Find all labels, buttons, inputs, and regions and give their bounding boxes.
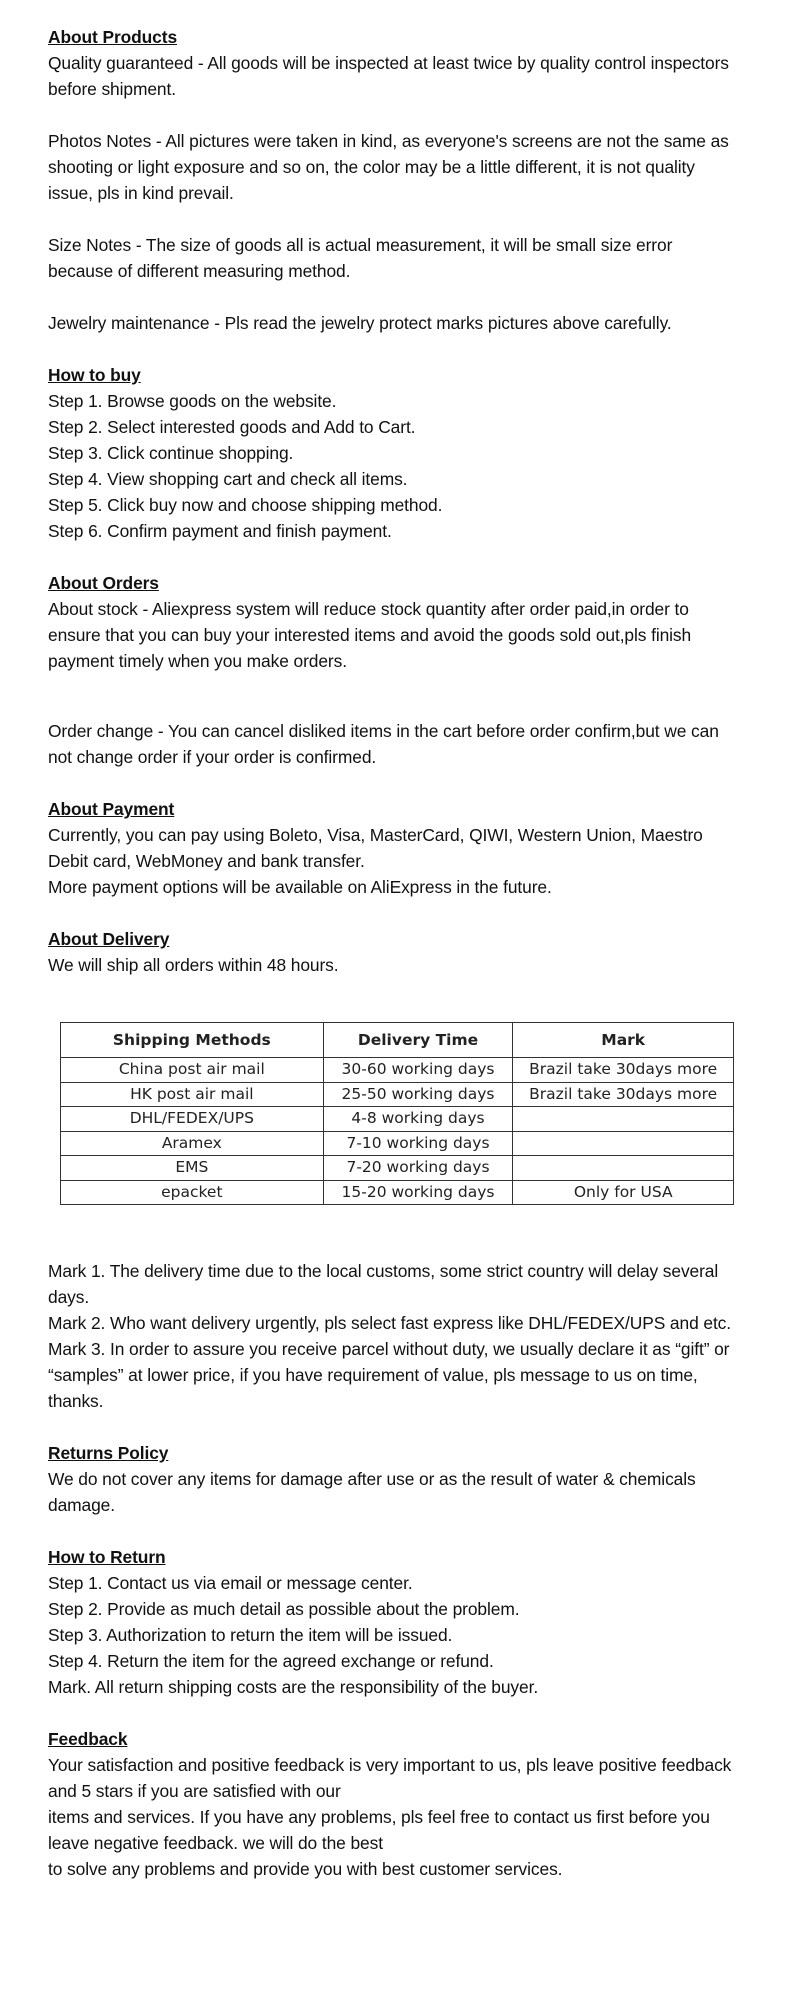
- delivery-marks: Mark 1. The delivery time due to the local customs, some strict country will delay several days. Mark 2. Who want delivery urgently, pls select fast express like DHL/FEDEX/UPS and etc. Mark 3. In order to assure you receive parcel without duty, we usually declare it as “gift” or “samples” at lower price, if you have requirement of value, pls message to us on time, thanks.: [48, 1261, 732, 1411]
- table-cell: Aramex: [61, 1131, 324, 1156]
- list-item: Step 2. Provide as much detail as possible about the problem.: [48, 1599, 520, 1619]
- table-cell: DHL/FEDEX/UPS: [61, 1107, 324, 1132]
- list-item: Step 4. Return the item for the agreed exchange or refund.: [48, 1651, 494, 1671]
- table-row: [61, 1107, 734, 1132]
- payment-note: Currently, you can pay using Boleto, Visa, MasterCard, QIWI, Western Union, Maestro Debit card, WebMoney and bank transfer. More payment options will be available on AliExpress in the future.: [48, 825, 703, 897]
- delivery-note: We will ship all orders within 48 hours.: [48, 955, 339, 975]
- table-cell: HK post air mail: [61, 1082, 324, 1107]
- column-header: Shipping Methods: [61, 1023, 324, 1058]
- photos-note: Photos Notes - All pictures were taken in kind, as everyone's screens are not the same as shooting or light exposure and so on, the color may be a little different, it is not quality issue, pls in kind prevail.: [48, 131, 729, 203]
- table-header-row: [61, 1023, 734, 1058]
- table-cell: China post air mail: [61, 1058, 324, 1083]
- how-to-return-steps: [48, 1570, 758, 1700]
- shipping-methods-table: [60, 1022, 734, 1205]
- quality-note: Quality guaranteed - All goods will be inspected at least twice by quality control inspectors before shipment.: [48, 53, 729, 99]
- table-cell: epacket: [61, 1180, 324, 1205]
- table-cell: Brazil take 30days more: [513, 1082, 734, 1107]
- list-item: Step 5. Click buy now and choose shipping method.: [48, 495, 443, 515]
- about-orders-heading: About Orders: [48, 573, 159, 593]
- feedback-text: Your satisfaction and positive feedback is very important to us, pls leave positive feedback and 5 stars if you are satisfied with our items and services. If you have any problems, pls feel free to contact us first before you leave negative feedback. we will do the best to solve any problems and provide you with best customer services.: [48, 1755, 732, 1879]
- table-row: [61, 1180, 734, 1205]
- jewelry-note: Jewelry maintenance - Pls read the jewelry protect marks pictures above carefully.: [48, 313, 672, 333]
- about-payment-heading: About Payment: [48, 799, 175, 819]
- table-cell: Brazil take 30days more: [513, 1058, 734, 1083]
- table-cell: [513, 1156, 734, 1181]
- list-item: Step 6. Confirm payment and finish payment.: [48, 521, 392, 541]
- size-note: Size Notes - The size of goods all is actual measurement, it will be small size error because of different measuring method.: [48, 235, 673, 281]
- returns-policy-heading: Returns Policy: [48, 1443, 169, 1463]
- list-item: Step 3. Authorization to return the item will be issued.: [48, 1625, 453, 1645]
- list-item: Step 1. Contact us via email or message center.: [48, 1573, 413, 1593]
- table-row: [61, 1058, 734, 1083]
- table-row: [61, 1156, 734, 1181]
- policy-text-top: [48, 24, 758, 978]
- order-change-note: Order change - You can cancel disliked items in the cart before order confirm,but we can not change order if your order is confirmed.: [48, 721, 719, 767]
- list-item: Mark. All return shipping costs are the responsibility of the buyer.: [48, 1677, 539, 1697]
- feedback-heading: Feedback: [48, 1729, 128, 1749]
- table-cell: [513, 1107, 734, 1132]
- how-to-buy-heading: How to buy: [48, 365, 141, 385]
- table-cell: 15-20 working days: [323, 1180, 513, 1205]
- table-cell: Only for USA: [513, 1180, 734, 1205]
- table-cell: 25-50 working days: [323, 1082, 513, 1107]
- column-header: Delivery Time: [323, 1023, 513, 1058]
- table-cell: 7-20 working days: [323, 1156, 513, 1181]
- stock-note: About stock - Aliexpress system will reduce stock quantity after order paid,in order to ensure that you can buy your interested items and avoid the goods sold out,pls finish payment timely when you make orders.: [48, 599, 692, 671]
- about-products-heading: About Products: [48, 27, 178, 47]
- how-to-buy-steps: [48, 388, 758, 544]
- list-item: Step 2. Select interested goods and Add to Cart.: [48, 417, 416, 437]
- table-cell: [513, 1131, 734, 1156]
- table-row: [61, 1082, 734, 1107]
- how-to-return-heading: How to Return: [48, 1547, 166, 1567]
- table-cell: 7-10 working days: [323, 1131, 513, 1156]
- table-cell: 4-8 working days: [323, 1107, 513, 1132]
- list-item: Step 4. View shopping cart and check all items.: [48, 469, 408, 489]
- policy-text-bottom: [48, 1258, 758, 1882]
- returns-policy-text: We do not cover any items for damage after use or as the result of water & chemicals damage.: [48, 1469, 696, 1515]
- table-row: [61, 1131, 734, 1156]
- table-cell: EMS: [61, 1156, 324, 1181]
- table-cell: 30-60 working days: [323, 1058, 513, 1083]
- list-item: Step 1. Browse goods on the website.: [48, 391, 337, 411]
- column-header: Mark: [513, 1023, 734, 1058]
- about-delivery-heading: About Delivery: [48, 929, 170, 949]
- list-item: Step 3. Click continue shopping.: [48, 443, 294, 463]
